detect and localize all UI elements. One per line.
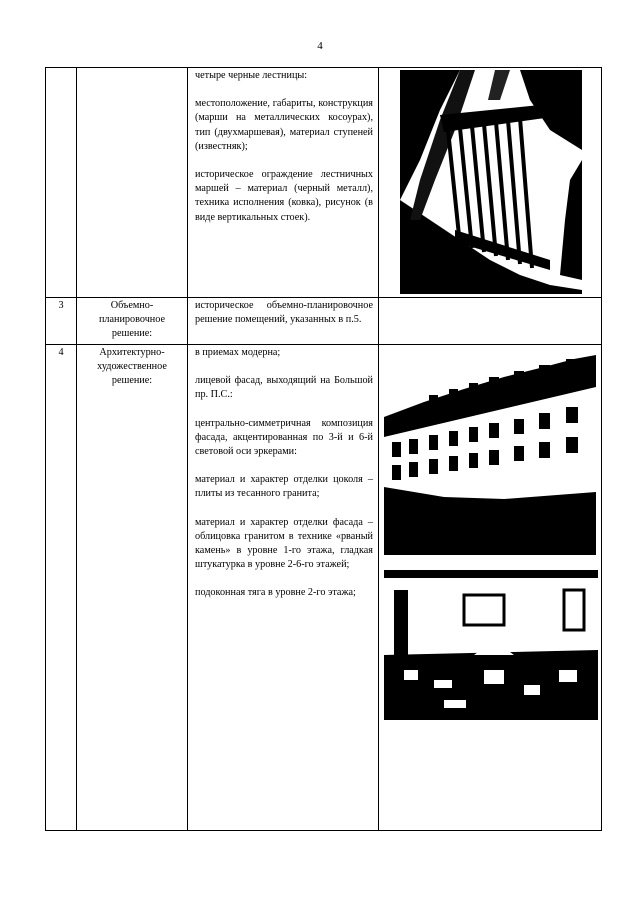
paragraph: историческое объемно-планировочное решение помещений, указанных в п.5.: [195, 300, 373, 326]
row-number: [46, 68, 77, 298]
table-row: [46, 298, 602, 345]
row-number: 3: [46, 298, 77, 345]
row-title: Объемно-планировочное решение:: [77, 298, 188, 345]
paragraph: историческое ограждение лестничных маршей – материал (черный металл), техника исполнения (ковка), рисунок (в виде вертикальных стоек).: [195, 169, 373, 223]
facade-detail-photo: [384, 570, 598, 720]
paragraph: в приемах модерна;: [195, 347, 281, 358]
paragraph: четыре черные лестницы:: [195, 70, 308, 81]
row-number: 4: [46, 345, 77, 831]
row-description: [188, 68, 379, 298]
table-row: [46, 345, 602, 831]
photo-cell: [379, 345, 602, 831]
facade-photo: [384, 347, 596, 555]
paragraph: материал и характер отделки фасада – облицовка гранитом в технике «рваный камень» в уровне 1-го этажа, гладкая штукатурка в уровне 2-6-го этажей;: [195, 516, 373, 571]
paragraph: лицевой фасад, выходящий на Большой пр. П.С.:: [195, 375, 373, 401]
paragraph: центрально-симметричная композиция фасада, акцентированная по 3-й и 6-й световой оси эркерами:: [195, 417, 373, 458]
paragraph: местоположение, габариты, конструкция (марши на металлических косоурах), тип (двухмаршевая), материал ступеней (известняк);: [195, 98, 373, 152]
empty-cell: [379, 298, 602, 345]
photo-cell: [379, 68, 602, 298]
heritage-table: [45, 67, 602, 831]
row-title: Архитектурно-художественное решение:: [77, 345, 188, 831]
page-number: 4: [317, 40, 323, 52]
paragraph: подоконная тяга в уровне 2-го этажа;: [195, 587, 356, 599]
row-description: [188, 298, 379, 345]
staircase-photo: [400, 70, 582, 294]
paragraph: материал и характер отделки цоколя – плиты из тесанного гранита;: [195, 474, 373, 500]
row-title: [77, 68, 188, 298]
table-row: [46, 68, 602, 298]
row-description: [188, 345, 379, 831]
